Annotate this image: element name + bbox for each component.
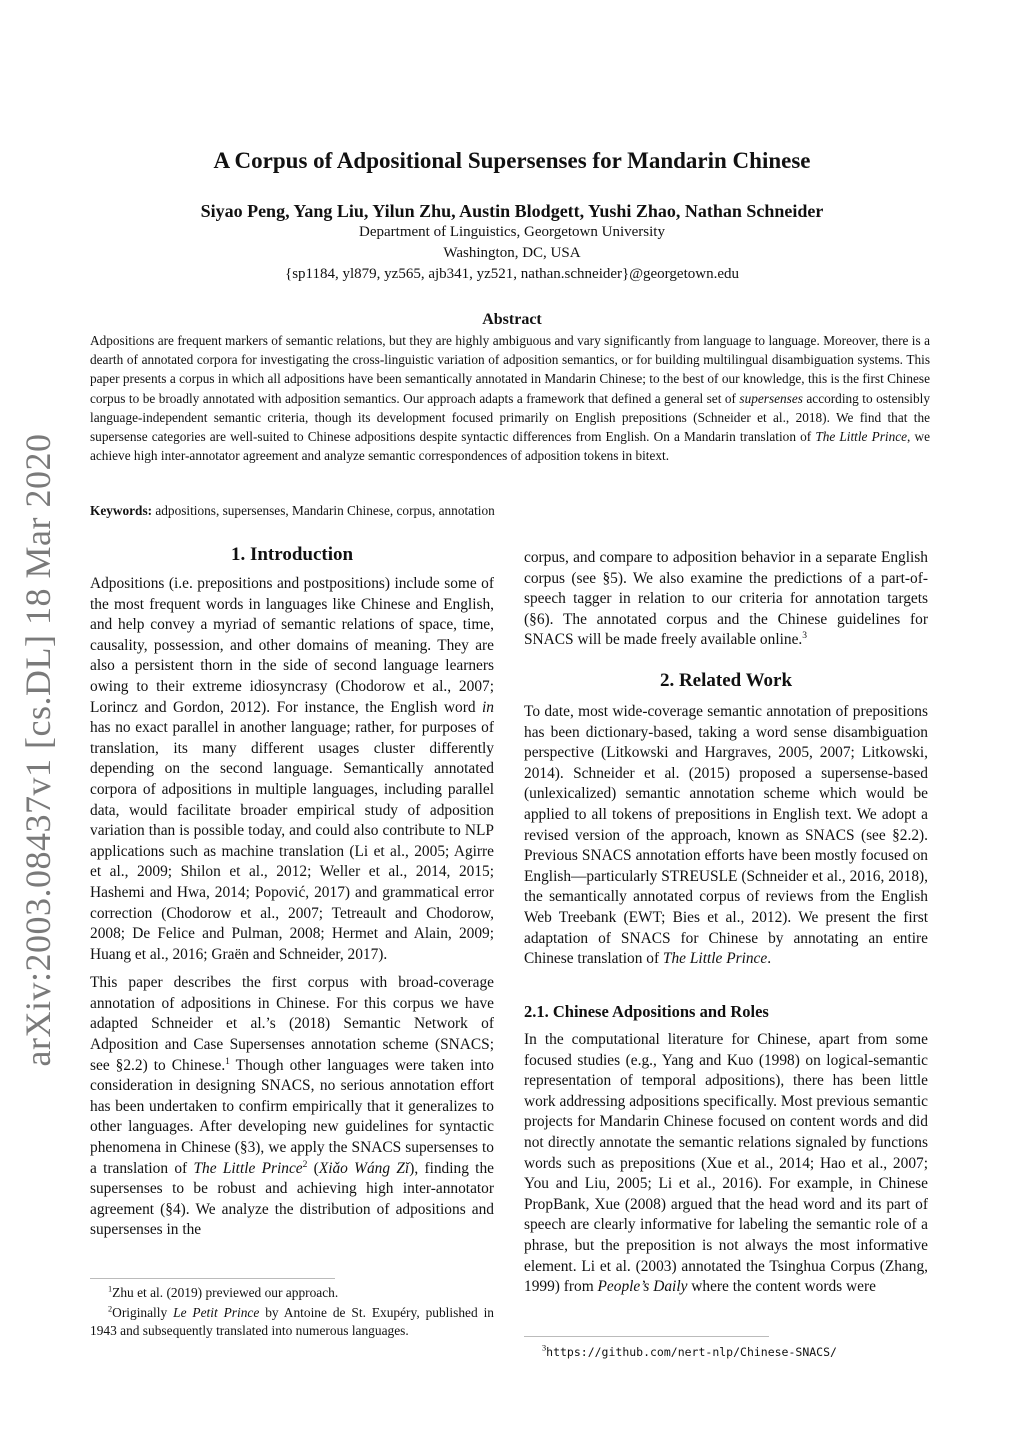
keywords: [90, 503, 930, 519]
section-heading-introduction: 1. Introduction: [230, 544, 354, 565]
author-emails: {sp1184, yl879, yz565, ajb341, yz521, nathan.schneider}@georgetown.edu: [285, 266, 739, 282]
intro-continuation: corpus, and compare to adposition behavior in a separate English corpus (see §5). We also examine the predictions of a part-of-speech tagger in relation to our criteria for annotation targets (§6). The annotated corpus and the Chinese guidelines for SNACS will be made freely available online.$^3$: [524, 549, 928, 649]
footnote-ref-1[interactable]: 1: [225, 1055, 230, 1067]
keywords-text: adpositions, supersenses, Mandarin Chinese, corpus, annotation: [152, 503, 495, 518]
footnote-rule-left: [90, 1278, 335, 1279]
footnote-3: $^3$https://github.com/nert-nlp/Chinese-SNACS/: [542, 1343, 837, 1359]
subsection-heading-chinese-adpositions: 2.1. Chinese Adpositions and Roles: [524, 1002, 769, 1021]
github-link[interactable]: https://github.com/nert-nlp/Chinese-SNACS/: [546, 1345, 837, 1359]
footnote-ref-3[interactable]: 3: [802, 630, 808, 642]
left-column: [90, 574, 494, 1241]
affiliation-location: Washington, DC, USA: [443, 245, 581, 261]
intro-paragraph-2: This paper describes the first corpus with broad-coverage annotation of adpositions in Chinese. For this corpus we have adapted Schneider et al.’s (2018) Semantic Network of Adposition and Case Supersenses annotation scheme (SNACS; see §2.2) to Chinese.$^1$ Though other languages were taken into consideration in designing SNACS, no serious annotation effort has been undertaken to confirm empirically that it generalizes to other languages. After developing new guidelines for syntactic phenomena in Chinese (§3), we apply the SNACS supersenses to a translation of The Little Prince$^2$ (Xiǎo Wáng Zǐ), finding the supersenses to be robust and achieving high inter-annotator agreement (§4). We analyze the distribution of adpositions and supersenses in the: [90, 974, 494, 1239]
section-heading-related-work: 2. Related Work: [659, 670, 793, 691]
affiliation-department: Department of Linguistics, Georgetown University: [359, 224, 665, 240]
paper-title: A Corpus of Adpositional Supersenses for Mandarin Chinese: [213, 148, 811, 173]
related-work-paragraph: To date, most wide-coverage semantic annotation of prepositions has been dictionary-based, taking a word sense disambiguation perspective (Litkowski and Hargraves, 2005, 2007; Litkowski, 2014). Schneider et al. (2015) proposed a supersense-based (unlexicalized) semantic annotation scheme which would be applied to all tokens of prepositions in English text. We adopt a revised version of the approach, known as SNACS (see §2.2). Previous SNACS annotation efforts have been mostly focused on English—particularly STREUSLE (Schneider et al., 2016, 2018), the semantically annotated corpus of reviews from the English Web Treebank (EWT; Bies et al., 2012). We present the first adaptation of SNACS for Chinese by annotating an entire Chinese translation of The Little Prince.: [524, 703, 928, 968]
right-column-top: [524, 548, 928, 651]
arxiv-sidebar: [8, 433, 68, 1067]
footnote-1: $^1$Zhu et al. (2019) previewed our approach.: [108, 1284, 339, 1300]
subsection-paragraph: In the computational literature for Chinese, apart from some focused studies (e.g., Yang and Kuo (1998) on logical-semantic representation of temporal adpositions), there has been little work addressing adpositions specifically. Most previous semantic projects for Mandarin Chinese focused on content words and did not directly annotate the semantic relations signaled by functions words such as prepositions (Xue et al., 2014; Hao et al., 2007; You and Liu, 2005; Li et al., 2016). For example, in Chinese PropBank, Xue (2008) argued that the head word and its part of speech are clearly informative for labeling the semantic role of a phrase, but the preposition is not always the most informative element. Li et al. (2003) annotated the Tsinghua Corpus (Zhang, 1999) from People’s Daily where the content words were: [524, 1031, 928, 1296]
author-list: Siyao Peng, Yang Liu, Yilun Zhu, Austin Blodgett, Yushi Zhao, Nathan Schneider: [200, 201, 824, 221]
footnote-rule-right: [524, 1336, 769, 1337]
arxiv-id: arXiv:2003.08437v1 [cs.DL] 18 Mar 2020: [18, 433, 58, 1067]
footnote-ref-2[interactable]: 2: [302, 1158, 308, 1170]
keywords-label: Keywords:: [90, 503, 153, 518]
abstract-body: Adpositions are frequent markers of semantic relations, but they are highly ambiguous and vary significantly from language to language. Moreover, there is a dearth of annotated corpora for investigating the cross-linguistic variation of adposition semantics, or for building multilingual disambiguation systems. This paper presents a corpus in which all adpositions have been semantically annotated in Mandarin Chinese; to the best of our knowledge, this is the first Chinese corpus to be broadly annotated with adposition semantics. Our approach adapts a framework that defined a general set of supersenses according to ostensibly language-independent semantic criteria, though its development focused primarily on English prepositions (Schneider et al., 2018). We find that the supersense categories are well-suited to Chinese adpositions despite syntactic differences from English. On a Mandarin translation of The Little Prince, we achieve high inter-annotator agreement and analyze semantic correspondences of adposition tokens in bitext.: [90, 333, 930, 464]
intro-paragraph-1: Adpositions (i.e. prepositions and postpositions) include some of the most frequent words in languages like Chinese and English, and help convey a myriad of semantic relations of space, time, causality, possession, and other domains of meaning. They are also a persistent thorn in the side of second language learners owing to their extreme idiosyncrasy (Chodorow et al., 2007; Lorincz and Gordon, 2012). For instance, the English word in has no exact parallel in another language; rather, for purposes of translation, its many different usages cluster differently depending on the second language. Semantically annotated corpora of adpositions in multiple languages, including parallel data, would facilitate broader empirical study of adposition variation than is possible today, and could also contribute to NLP applications such as machine translation (Li et al., 2005; Agirre et al., 2009; Shilon et al., 2012; Weller et al., 2014, 2015; Hashemi and Hwa, 2014; Popović, 2017) and grammatical error correction (Chodorow et al., 2007; Tetreault and Chodorow, 2008; De Felice and Pulman, 2008; Hermet and Alain, 2009; Huang et al., 2016; Graën and Schneider, 2017).: [90, 575, 494, 963]
abstract-heading: Abstract: [482, 311, 542, 328]
footnote-2: $^2$Originally Le Petit Prince by Antoine de St. Exupéry, published in 1943 and subsequently translated into numerous languages.: [90, 1304, 494, 1338]
